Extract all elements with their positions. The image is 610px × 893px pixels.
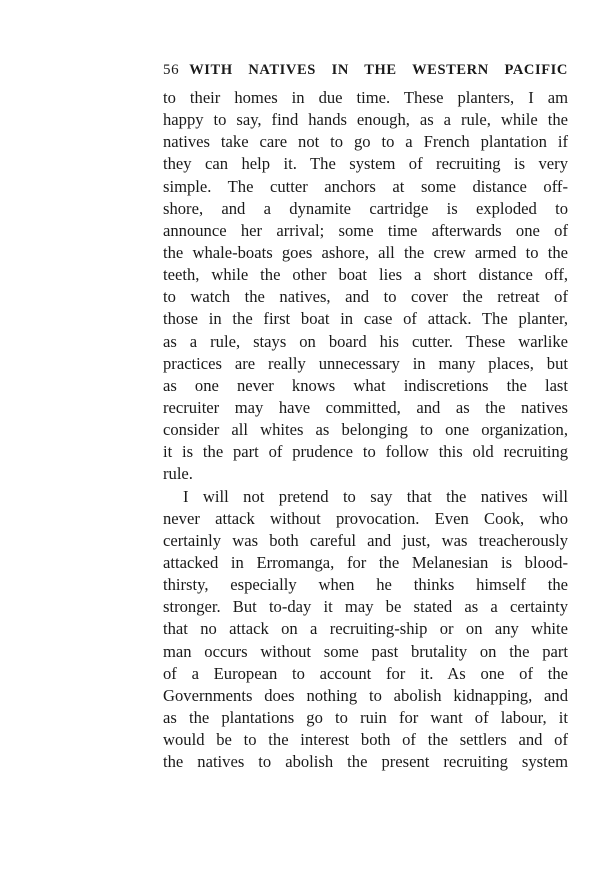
text-line: happy to say, find hands enough, as a rule, while the (163, 110, 568, 130)
text-line: the whale-boats goes ashore, all the crew armed to the (163, 242, 568, 262)
text-line: it is the part of prudence to follow this old recruiting (163, 442, 568, 462)
text-line: as the plantations go to ruin for want of labour, it (163, 707, 568, 727)
text-line: simple. The cutter anchors at some distance off- (163, 176, 568, 196)
text-line: attacked in Erromanga, for the Melanesian is blood- (163, 552, 568, 572)
text-line: certainly was both careful and just, was treacherously (163, 530, 568, 550)
text-line: they can help it. The system of recruiting is very (163, 154, 568, 174)
text-line: announce her arrival; some time afterwards one of (163, 220, 568, 240)
text-line: shore, and a dynamite cartridge is exploded to (163, 198, 568, 218)
running-head (163, 62, 568, 82)
text-line: to their homes in due time. These planters, I am (163, 88, 568, 107)
text-line: natives take care not to go to a French plantation if (163, 132, 568, 152)
paragraph (163, 87, 568, 486)
text-line: rule. (163, 464, 193, 484)
text-line: recruiter may have committed, and as the natives (163, 397, 568, 417)
page-body (163, 87, 568, 773)
page-number: 56 (163, 62, 180, 78)
text-line: I will not pretend to say that the natives will (183, 486, 568, 506)
text-line: those in the first boat in case of attack. The planter, (163, 309, 568, 329)
text-line: consider all whites as belonging to one organization, (163, 420, 568, 440)
text-line: practices are really unnecessary in many places, but (163, 353, 568, 373)
text-line: to watch the natives, and to cover the retreat of (163, 287, 568, 307)
text-line: teeth, while the other boat lies a short distance off, (163, 265, 568, 285)
text-line: never attack without provocation. Even Cook, who (163, 508, 568, 528)
running-title: WITH NATIVES IN THE WESTERN PACIFIC (189, 62, 568, 78)
text-line: would be to the interest both of the settlers and of (163, 730, 568, 750)
text-line: Governments does nothing to abolish kidnapping, and (163, 685, 568, 705)
text-line: thirsty, especially when he thinks himself the (163, 575, 568, 595)
text-line: of a European to account for it. As one of the (163, 663, 568, 683)
text-line: the natives to abolish the present recruiting system (163, 752, 568, 772)
text-line: as a rule, stays on board his cutter. These warlike (163, 331, 568, 351)
text-line: man occurs without some past brutality on the part (163, 641, 568, 661)
text-line: that no attack on a recruiting-ship or on any white (163, 619, 568, 639)
paragraph (163, 486, 568, 774)
text-line: stronger. But to-day it may be stated as a certainty (163, 597, 568, 617)
text-line: as one never knows what indiscretions the last (163, 375, 568, 395)
